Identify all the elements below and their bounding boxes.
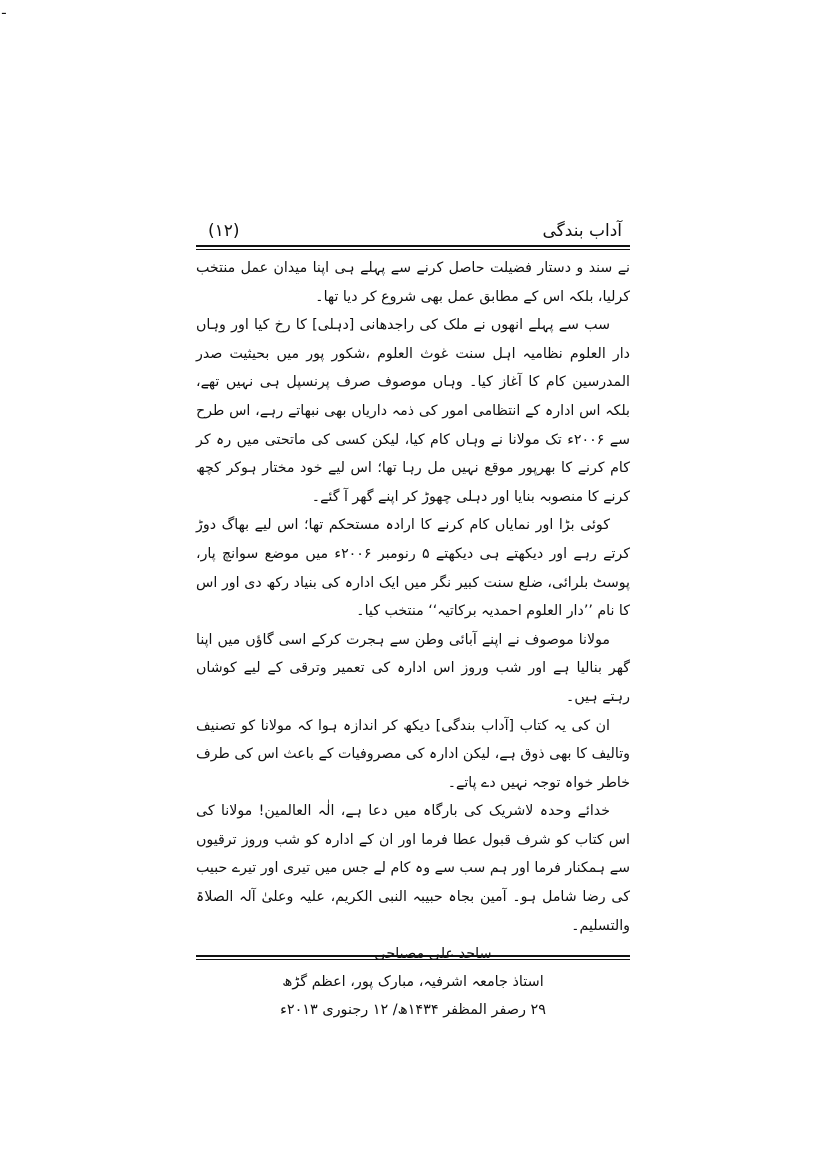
header-rule	[196, 245, 630, 250]
document-page	[196, 219, 630, 1024]
page-number: (۱۲)	[208, 221, 240, 241]
paragraph: نے سند و دستار فضیلت حاصل کرنے سے پہلے ہی اپنا میدان عمل منتخب کرلیا، بلکہ اس کے مطابق عمل بھی شروع کر دیا تھا۔	[196, 260, 630, 305]
signature-date: ۲۹ رصفر المظفر ۱۴۳۴ھ/ ۱۲ رجنوری ۲۰۱۳ء	[280, 1002, 546, 1019]
paragraph: ان کی یہ کتاب [آداب بندگی] دیکھ کر اندازہ ہوا کہ مولانا کو تصنیف وتالیف کا بھی ذوق ہے، لیکن ادارہ کی مصروفیات کے باعث اس کی طرف خاطر خواہ توجہ نہیں دے پاتے۔	[196, 717, 630, 791]
paragraph: سب سے پہلے انھوں نے ملک کی راجدھانی [دہلی] کا رخ کیا اور وہاں دار العلوم نظامیہ اہل سنت غوث العلوم ،شکور پور میں بحیثیت صدر المدرسین کام کا آغاز کیا۔ وہاں موصوف صرف پرنسپل ہی نہیں تھے، بلکہ اس ادارہ کے انتظامی امور کی ذمہ داریاں بھی نبھاتے رہے، اس طرح سے ۲۰۰۶ء تک مولانا نے وہاں کام کیا، لیکن کسی کی ماتحتی میں رہ کر کام کرنے کا بھرپور موقع نہیں مل رہا تھا؛ اس لیے خود مختار ہوکر کچھ کرنے کا منصوبہ بنایا اور دہلی چھوڑ کر اپنے گھر آ گئے۔	[196, 317, 630, 505]
book-title: آداب بندگی	[542, 221, 622, 241]
footer-rule	[196, 955, 630, 960]
signature-name: ساجد علی مصباحی	[374, 946, 492, 963]
page-header	[196, 219, 630, 245]
corner-mark: ـ	[2, 3, 6, 18]
signature-block	[196, 940, 630, 1024]
paragraph: مولانا موصوف نے اپنے آبائی وطن سے ہجرت کرکے اسی گاؤں میں اپنا گھر بنالیا ہے اور شب وروز اس ادارہ کی تعمیر وترقی کے لیے کوشاں رہتے ہیں۔	[196, 631, 630, 705]
body-text	[196, 254, 630, 940]
paragraph: کوئی بڑا اور نمایاں کام کرنے کا ارادہ مستحکم تھا؛ اس لیے بھاگ دوڑ کرتے رہے اور دیکھتے ہی دیکھتے ۵ رنومبر ۲۰۰۶ء میں موضع سوانچ پار، پوسٹ بلرائی، ضلع سنت کبیر نگر میں ایک ادارہ کی بنیاد رکھ دی اور اس کا نام ’’دار العلوم احمدیہ برکاتیہ‘‘ منتخب کیا۔	[196, 517, 631, 620]
paragraph: خدائے وحدہ لاشریک کی بارگاہ میں دعا ہے، الٰہ العالمین! مولانا کی اس کتاب کو شرف قبول عطا فرما اور ان کے ادارہ کو شب وروز ترقیوں سے ہمکنار فرما اور ہم سب سے وہ کام لے جس میں تیری اور تیرے حبیب کی رضا شامل ہو۔ آمین بجاہ حبیبہ النبی الکریم، علیہ وعلیٰ آلہ الصلاۃ والتسلیم۔	[196, 803, 630, 934]
signature-role: استاذ جامعہ اشرفیہ، مبارک پور، اعظم گڑھ	[282, 974, 544, 991]
